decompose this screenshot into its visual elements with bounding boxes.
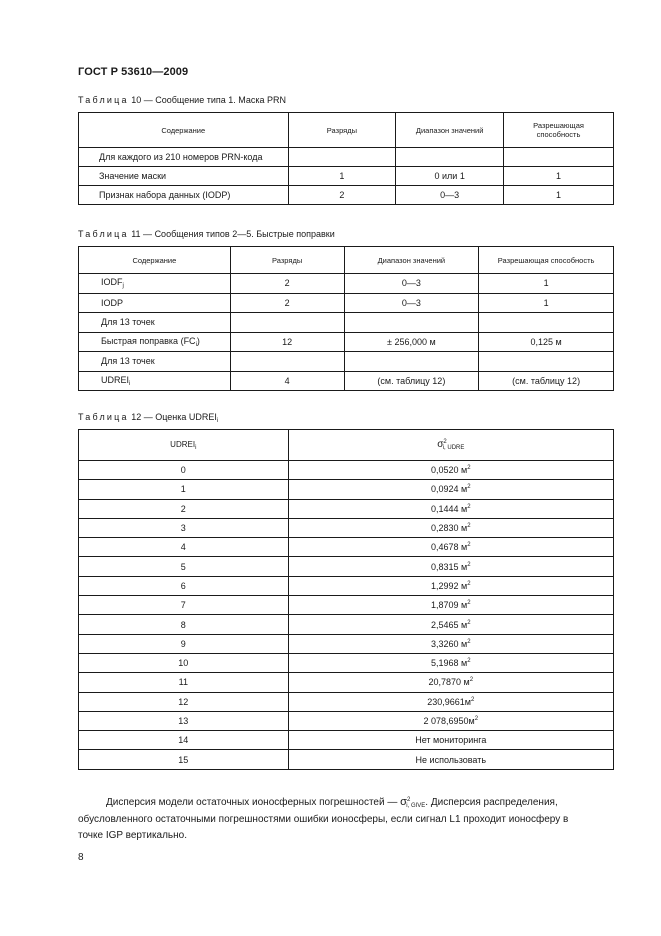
cell-superscript: 2 <box>467 619 471 626</box>
table11-col-header: Диапазон значений <box>344 247 479 274</box>
table10-col-header: Диапазон значений <box>396 113 504 148</box>
table12-body <box>79 461 614 770</box>
table-cell <box>288 148 396 167</box>
cell-text: Нет мониторинга <box>415 735 487 746</box>
table11-col-header: Разряды <box>230 247 344 274</box>
cell-text: 0,8315 м <box>431 561 468 572</box>
table-cell: 0,125 м <box>479 332 614 352</box>
table-cell <box>230 352 344 372</box>
paragraph-subscript: i, GIVE <box>406 803 426 809</box>
table-cell: 2 <box>230 274 344 294</box>
table-cell: 1 <box>479 274 614 294</box>
table-cell <box>288 634 613 653</box>
table-row <box>79 557 614 576</box>
cell-text: 5,1968 м <box>431 658 468 669</box>
table-row <box>79 518 614 537</box>
document-header: ГОСТ Р 53610—2009 <box>78 66 189 78</box>
cell-text: Быстрая поправка (FC <box>101 335 196 346</box>
cell-text: 1,2992 м <box>431 580 468 591</box>
cell-superscript: 2 <box>467 484 471 491</box>
cell-text: Для 13 точек <box>101 356 155 367</box>
table-row <box>79 352 614 372</box>
table-cell: 0—3 <box>344 293 479 313</box>
table11-caption <box>78 229 335 239</box>
cell-text: Не использовать <box>415 754 487 765</box>
table10-caption <box>78 95 286 105</box>
table-cell <box>79 313 231 333</box>
table-cell: ± 256,000 м <box>344 332 479 352</box>
table-cell <box>288 576 613 595</box>
table11-caption-text: 11 — Сообщения типов 2—5. Быстрые поправки <box>131 229 335 239</box>
table-cell: 3 <box>79 518 289 537</box>
table-cell: 0—3 <box>344 274 479 294</box>
table-cell: Для каждого из 210 номеров PRN-кода <box>79 148 289 167</box>
paragraph-text: . Дисперсия распределения, <box>425 797 558 808</box>
cell-text: Для 13 точек <box>101 317 155 328</box>
header-text: UDREI <box>170 439 196 449</box>
table10-header-row <box>79 113 614 148</box>
table-cell: 0 <box>79 461 289 480</box>
cell-text: 1,8709 м <box>431 600 468 611</box>
table-cell: 6 <box>79 576 289 595</box>
table-cell: 10 <box>79 653 289 672</box>
table-cell <box>288 615 613 634</box>
table11-caption-prefix: Таблица <box>78 229 129 239</box>
table-cell <box>288 750 613 769</box>
table-cell <box>288 731 613 750</box>
header-subscript: i, UDRE <box>442 445 465 451</box>
table-row <box>79 731 614 750</box>
table-cell <box>79 293 231 313</box>
page-number: 8 <box>78 852 84 863</box>
table12-caption-text: 12 — Оценка UDREI <box>131 412 217 422</box>
table-cell: 1 <box>504 186 614 205</box>
table-cell <box>79 332 231 352</box>
table-cell <box>504 148 614 167</box>
table-cell <box>288 538 613 557</box>
table10 <box>78 112 614 205</box>
table-cell: 2 <box>230 293 344 313</box>
cell-superscript: 2 <box>467 658 471 665</box>
table-cell <box>288 692 613 711</box>
cell-text: IODP <box>101 297 124 308</box>
table-cell <box>79 274 231 294</box>
table-row <box>79 711 614 730</box>
cell-text: 0,0924 м <box>431 484 468 495</box>
cell-superscript: 2 <box>467 523 471 530</box>
table-cell: 4 <box>230 371 344 391</box>
table11-col-header: Разрешающая способность <box>479 247 614 274</box>
table12-col-header-sigma <box>288 430 613 461</box>
cell-superscript: 2 <box>467 542 471 549</box>
sigma-symbol: σ <box>437 439 444 450</box>
cell-text: 20,7870 м <box>428 677 470 688</box>
header-subscript: i <box>195 444 197 451</box>
cell-text: 0,1444 м <box>431 503 468 514</box>
cell-text: 230,9661м <box>427 696 471 707</box>
table-cell <box>396 148 504 167</box>
table-row <box>79 499 614 518</box>
table-row <box>79 274 614 294</box>
table-cell: 0—3 <box>396 186 504 205</box>
table-row <box>79 596 614 615</box>
table-cell: 0 или 1 <box>396 167 504 186</box>
table-cell <box>288 461 613 480</box>
table-cell: 8 <box>79 615 289 634</box>
table11 <box>78 246 614 391</box>
table10-col-header: Разрешающая способность <box>504 113 614 148</box>
table10-caption-text: 10 — Сообщение типа 1. Маска PRN <box>131 95 286 105</box>
cell-superscript: 2 <box>467 465 471 472</box>
table10-col-header: Содержание <box>79 113 289 148</box>
table-row <box>79 332 614 352</box>
table-cell <box>288 596 613 615</box>
table-cell: 1 <box>79 480 289 499</box>
table10-col-header: Разряды <box>288 113 396 148</box>
table12 <box>78 429 614 770</box>
cell-superscript: 2 <box>469 677 474 684</box>
cell-superscript: 2 <box>467 503 471 510</box>
table-cell <box>79 371 231 391</box>
table-cell <box>288 711 613 730</box>
cell-superscript: 2 <box>467 638 471 645</box>
paragraph-superscript: 2 <box>406 797 411 803</box>
table-cell <box>288 518 613 537</box>
table11-col-header: Содержание <box>79 247 231 274</box>
cell-text: 0,2830 м <box>431 523 468 534</box>
table-cell <box>288 480 613 499</box>
table-cell: 1 <box>479 293 614 313</box>
table-cell: Значение маски <box>79 167 289 186</box>
table-row <box>79 750 614 769</box>
table-cell: 13 <box>79 711 289 730</box>
table-cell: 15 <box>79 750 289 769</box>
table-cell: 4 <box>79 538 289 557</box>
table-cell: 2 <box>288 186 396 205</box>
table12-header-row <box>79 430 614 461</box>
table-row <box>79 576 614 595</box>
table-cell <box>344 313 479 333</box>
paragraph-line-2: обусловленного остаточными погрешностями ошибки ионосферы, если сигнал L1 проходит ионосферу в <box>78 814 569 825</box>
table-cell: 2 <box>79 499 289 518</box>
cell-text: UDREI <box>101 374 130 385</box>
table-cell <box>288 557 613 576</box>
header-superscript: 2 <box>443 439 447 445</box>
table-cell <box>288 653 613 672</box>
table-cell: 12 <box>79 692 289 711</box>
table12-caption-subscript: i <box>216 418 219 424</box>
table-cell: 9 <box>79 634 289 653</box>
table-row <box>79 148 614 167</box>
table12-caption <box>78 412 218 424</box>
table-row <box>79 461 614 480</box>
table-cell <box>479 352 614 372</box>
cell-text: ) <box>196 335 200 346</box>
table-cell <box>288 499 613 518</box>
table-cell <box>79 352 231 372</box>
table-cell <box>288 673 613 692</box>
paragraph-line-3: точке IGP вертикально. <box>78 830 188 841</box>
table-cell: 11 <box>79 673 289 692</box>
table-cell: 1 <box>288 167 396 186</box>
table11-header-row <box>79 247 614 274</box>
sigma-symbol: σ <box>400 796 407 808</box>
paragraph-text: Дисперсия модели остаточных ионосферных погрешностей — <box>106 797 398 808</box>
cell-text: 3,3260 м <box>431 638 468 649</box>
table-row <box>79 615 614 634</box>
table-row <box>79 673 614 692</box>
cell-subscript: i <box>195 341 197 348</box>
table-row <box>79 371 614 391</box>
cell-superscript: 2 <box>474 716 479 722</box>
table-row <box>79 538 614 557</box>
cell-text: 0,4678 м <box>431 542 468 553</box>
cell-text: 2,5465 м <box>431 619 468 630</box>
cell-text: 2 078,6950м <box>423 716 475 726</box>
table12-col-header-udrei <box>79 430 289 461</box>
cell-superscript: 2 <box>467 580 471 587</box>
table-row <box>79 313 614 333</box>
table-cell: 12 <box>230 332 344 352</box>
table-row <box>79 293 614 313</box>
table12-caption-prefix: Таблица <box>78 412 129 422</box>
cell-subscript: j <box>122 283 124 290</box>
table-row <box>79 186 614 205</box>
table-cell: 7 <box>79 596 289 615</box>
table-cell: Признак набора данных (IODP) <box>79 186 289 205</box>
cell-superscript: 2 <box>467 600 471 607</box>
table-cell <box>344 352 479 372</box>
cell-subscript: i <box>129 380 131 387</box>
table-cell: 5 <box>79 557 289 576</box>
table-cell <box>230 313 344 333</box>
table-row <box>79 480 614 499</box>
table-cell: (см. таблицу 12) <box>344 371 479 391</box>
table-row <box>79 653 614 672</box>
table-cell: 1 <box>504 167 614 186</box>
table-cell <box>479 313 614 333</box>
cell-superscript: 2 <box>467 561 471 568</box>
table-cell: (см. таблицу 12) <box>479 371 614 391</box>
cell-superscript: 2 <box>470 696 475 703</box>
table10-caption-prefix: Таблица <box>78 95 129 105</box>
table-row <box>79 692 614 711</box>
table-row <box>79 167 614 186</box>
table-row <box>79 634 614 653</box>
table-cell: 14 <box>79 731 289 750</box>
cell-text: IODF <box>101 277 123 288</box>
cell-text: 0,0520 м <box>431 465 468 476</box>
